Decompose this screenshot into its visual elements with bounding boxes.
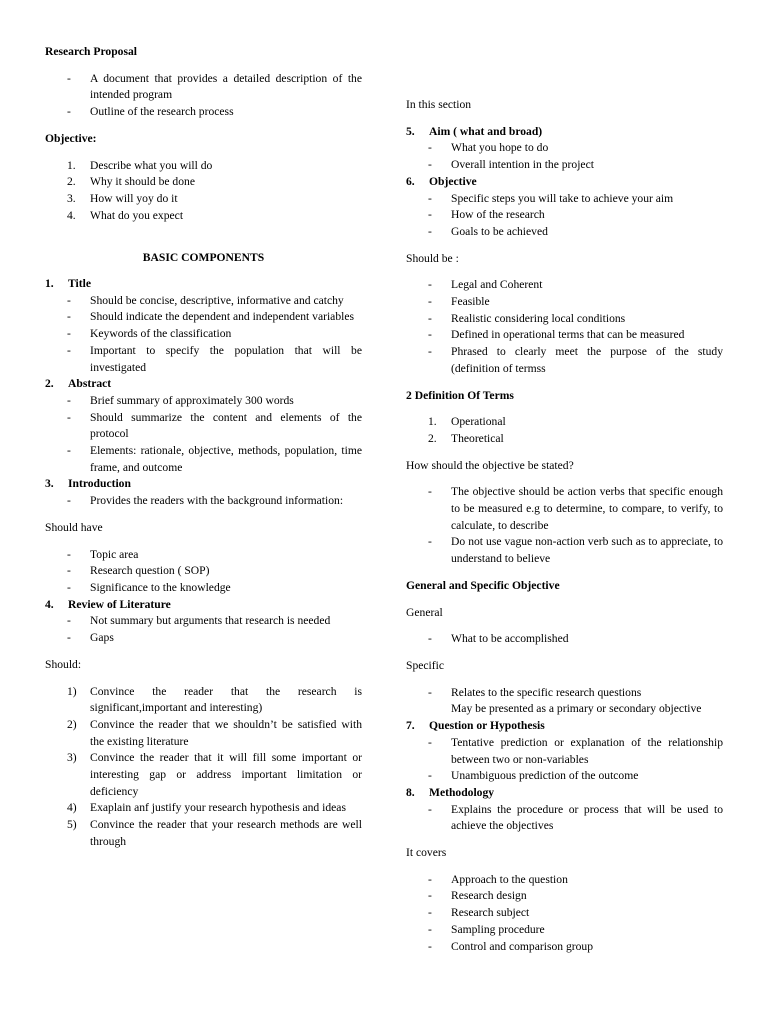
list-marker: 4) [67,801,77,815]
section-heading-text: Question or Hypothesis [429,719,545,733]
list-marker: - [428,141,432,155]
in-this-section-label: In this section [406,98,472,111]
list-item [406,431,723,448]
objective-list [45,158,362,225]
list-marker: - [67,494,71,508]
section-heading [406,718,723,735]
list-item [45,393,362,410]
list-item-text: Research subject [451,906,530,920]
definition-heading: 2 Definition Of Terms [406,388,514,402]
list-item [45,547,362,564]
list-item-text: Why it should be done [90,175,195,189]
list-item-text: Keywords of the classification [90,327,232,341]
section-abstract [45,376,362,476]
list-marker: - [67,393,71,407]
list-item-text: Unambiguous prediction of the outcome [451,769,639,783]
should-have-list [45,547,362,597]
list-marker: - [428,632,432,646]
list-marker: - [428,191,432,205]
right-column [406,97,723,955]
list-marker: - [428,158,432,172]
list-item-text: Research design [451,889,527,903]
list-marker: - [428,939,432,953]
should-list [45,684,362,851]
objective-heading: Objective: [45,131,97,145]
list-item [406,534,723,567]
basic-components-heading: BASIC COMPONENTS [142,251,265,265]
section-title [45,276,362,376]
list-marker: - [428,735,432,749]
list-item [406,344,723,377]
list-item [45,309,362,326]
list-item-text: Operational [451,415,506,429]
list-marker: - [428,769,432,783]
list-marker: - [428,208,432,222]
list-item-text: Control and comparison group [451,939,594,953]
list-item [406,631,723,648]
list-marker: 4. [67,208,76,222]
list-item-text: Approach to the question [451,872,568,886]
left-column [45,44,362,851]
list-marker: - [67,343,71,357]
section-heading [45,597,362,614]
list-item [45,630,362,647]
section-heading [406,174,723,191]
list-item-text: Significance to the knowledge [90,580,231,594]
list-item [45,800,362,817]
list-item [406,140,723,157]
list-marker: - [428,345,432,359]
list-marker: 5) [67,818,77,832]
list-marker: - [67,631,71,645]
list-item [45,613,362,630]
should-label: Should: [45,657,82,671]
section-number: 1. [45,277,54,291]
list-marker: 3) [67,751,77,765]
list-item [45,343,362,376]
list-marker: - [67,71,71,85]
should-be-list [406,277,723,377]
section-objective [406,174,723,241]
section-number: 6. [406,174,415,188]
section-aim [406,124,723,174]
list-item [45,174,362,191]
list-item [45,750,362,800]
list-marker: - [67,547,71,561]
list-item [406,191,723,208]
list-item-text: How of the research [451,208,545,222]
list-marker: - [428,802,432,816]
section-heading-text: Review of Literature [68,597,171,611]
list-marker: - [428,922,432,936]
specific-extra-text: May be presented as a primary or secondary objective [451,702,702,716]
section-heading [45,376,362,393]
it-covers-list [406,872,723,956]
section-heading [406,785,723,802]
list-item-text: Do not use vague non-action verb such as to appreciate, to understand to believe [451,535,723,566]
list-item-text: Tentative prediction or explanation of the relationship between two or non-variables [451,735,723,766]
list-marker: - [67,410,71,424]
list-item [45,293,362,310]
list-item-text: Convince the reader that we shouldn’t be satisfied with the existing literature [90,717,362,748]
list-marker: - [67,444,71,458]
list-item [406,311,723,328]
list-item [406,802,723,835]
list-item-text: Important to specify the population that will be investigated [90,343,362,374]
list-marker: - [428,889,432,903]
list-item-text: Topic area [90,547,139,561]
section-number: 5. [406,124,415,138]
specific-list [406,685,723,702]
section-number: 3. [45,477,54,491]
list-marker: - [428,278,432,292]
section-heading [45,276,362,293]
list-item-text: Overall intention in the project [451,158,594,172]
it-covers-label: It covers [406,846,447,860]
list-item-text: Goals to be achieved [451,224,548,238]
list-marker: - [428,535,432,549]
list-item [45,443,362,476]
general-specific-heading: General and Specific Objective [406,578,560,592]
list-marker: 2) [67,717,77,731]
list-item-text: Specific steps you will take to achieve your aim [451,191,674,205]
list-item [406,207,723,224]
list-marker: - [428,872,432,886]
list-marker: - [428,906,432,920]
list-item [406,735,723,768]
section-introduction [45,476,362,509]
list-item [45,563,362,580]
section-review-literature [45,597,362,647]
list-marker: - [428,485,432,499]
list-item-text: Elements: rationale, objective, methods, population, time frame, and outcome [90,444,362,474]
list-item-text: What to be accomplished [451,632,569,646]
list-item-text: Describe what you will do [90,158,213,172]
section-heading-text: Methodology [429,785,495,799]
how-stated-list [406,484,723,568]
section-heading [45,476,362,493]
should-be-label: Should be : [406,251,459,265]
list-marker: 1) [67,684,77,698]
list-item [406,768,723,785]
list-item [406,224,723,241]
list-item [45,158,362,175]
list-marker: 3. [67,191,76,205]
list-item-text: Theoretical [451,431,504,445]
section-heading-text: Aim ( what and broad) [429,124,543,138]
list-item-text: Sampling procedure [451,922,545,936]
general-label: General [406,605,443,619]
list-item [45,580,362,597]
list-marker: - [67,310,71,324]
list-item [406,327,723,344]
section-number: 2. [45,377,54,391]
list-item-text: Brief summary of approximately 300 words [90,393,294,407]
list-item-text: Legal and Coherent [451,278,543,292]
list-item-text: Convince the reader that your research methods are well through [90,818,362,848]
section-heading-text: Abstract [68,377,112,391]
definition-list [406,414,723,447]
list-item-text: Research question ( SOP) [90,564,210,578]
list-marker: - [428,295,432,309]
list-marker: - [67,614,71,628]
list-item [406,939,723,956]
list-item-text: A document that provides a detailed description of the intended program [90,71,362,102]
section-heading-text: Title [68,277,91,291]
list-item-text: Convince the reader that it will fill some important or interesting gap or address important limitation or deficiency [90,751,362,798]
list-item-text: Feasible [451,295,490,309]
list-marker: 2. [67,175,76,189]
list-item [406,888,723,905]
list-marker: - [428,224,432,238]
section-number: 7. [406,719,415,733]
section-heading-text: Objective [429,174,477,188]
list-item-text: Gaps [90,631,114,645]
document-title: Research Proposal [45,45,137,58]
list-item [45,326,362,343]
section-methodology [406,785,723,835]
list-item [45,684,362,717]
list-item [406,872,723,889]
section-heading-text: Introduction [68,477,131,491]
list-item-text: Outline of the research process [90,105,234,119]
list-item-text: Not summary but arguments that research is needed [90,614,331,628]
list-marker: - [67,580,71,594]
list-item [406,414,723,431]
list-item [406,294,723,311]
list-item-text: Should summarize the content and elements of the protocol [90,410,362,441]
list-marker: - [67,564,71,578]
list-item-text: Should indicate the dependent and independent variables [90,310,354,324]
section-number: 8. [406,785,415,799]
list-marker: - [428,328,432,342]
list-item-text: Phrased to clearly meet the purpose of the study (definition of termss [451,345,723,375]
list-item [45,717,362,750]
list-marker: - [67,293,71,307]
list-item-text: Defined in operational terms that can be measured [451,328,685,342]
list-marker: 1. [428,415,437,429]
list-item [406,484,723,534]
list-item [406,277,723,294]
section-heading [406,124,723,141]
should-have-label: Should have [45,520,103,534]
how-stated-question: How should the objective be stated? [406,458,574,472]
list-item-text: Relates to the specific research questions [451,685,642,699]
list-item [45,817,362,850]
list-item [45,71,362,104]
list-marker: - [428,311,432,325]
specific-label: Specific [406,658,444,672]
list-item-text: Realistic considering local conditions [451,311,626,325]
section-question-hypothesis [406,718,723,785]
list-item [45,208,362,225]
list-marker: - [67,105,71,119]
list-item [45,410,362,443]
list-item-text: What you hope to do [451,141,549,155]
list-item [45,191,362,208]
list-item-text: What do you expect [90,208,184,222]
list-item-text: Provides the readers with the background information: [90,494,344,508]
list-marker: 1. [67,158,76,172]
list-item [406,905,723,922]
list-item-text: The objective should be action verbs that specific enough to be measured e.g to determine, to compare, to verify, to calculate, to describe [451,485,723,532]
list-item-text: Convince the reader that the research is significant,important and interesting) [90,684,362,715]
list-item-text: Explains the procedure or process that will be used to achieve the objectives [451,802,723,833]
list-marker: - [428,685,432,699]
intro-list [45,71,362,121]
list-marker: - [67,327,71,341]
list-item [406,922,723,939]
list-item [45,104,362,121]
list-marker: 2. [428,431,437,445]
list-item [406,685,723,702]
general-list [406,631,723,648]
list-item-text: Should be concise, descriptive, informative and catchy [90,293,344,307]
specific-extra-row [406,701,723,718]
list-item [45,493,362,510]
list-item-text: Exaplain anf justify your research hypothesis and ideas [90,801,346,815]
list-item [406,157,723,174]
list-item-text: How will yoy do it [90,191,178,205]
section-number: 4. [45,597,54,611]
